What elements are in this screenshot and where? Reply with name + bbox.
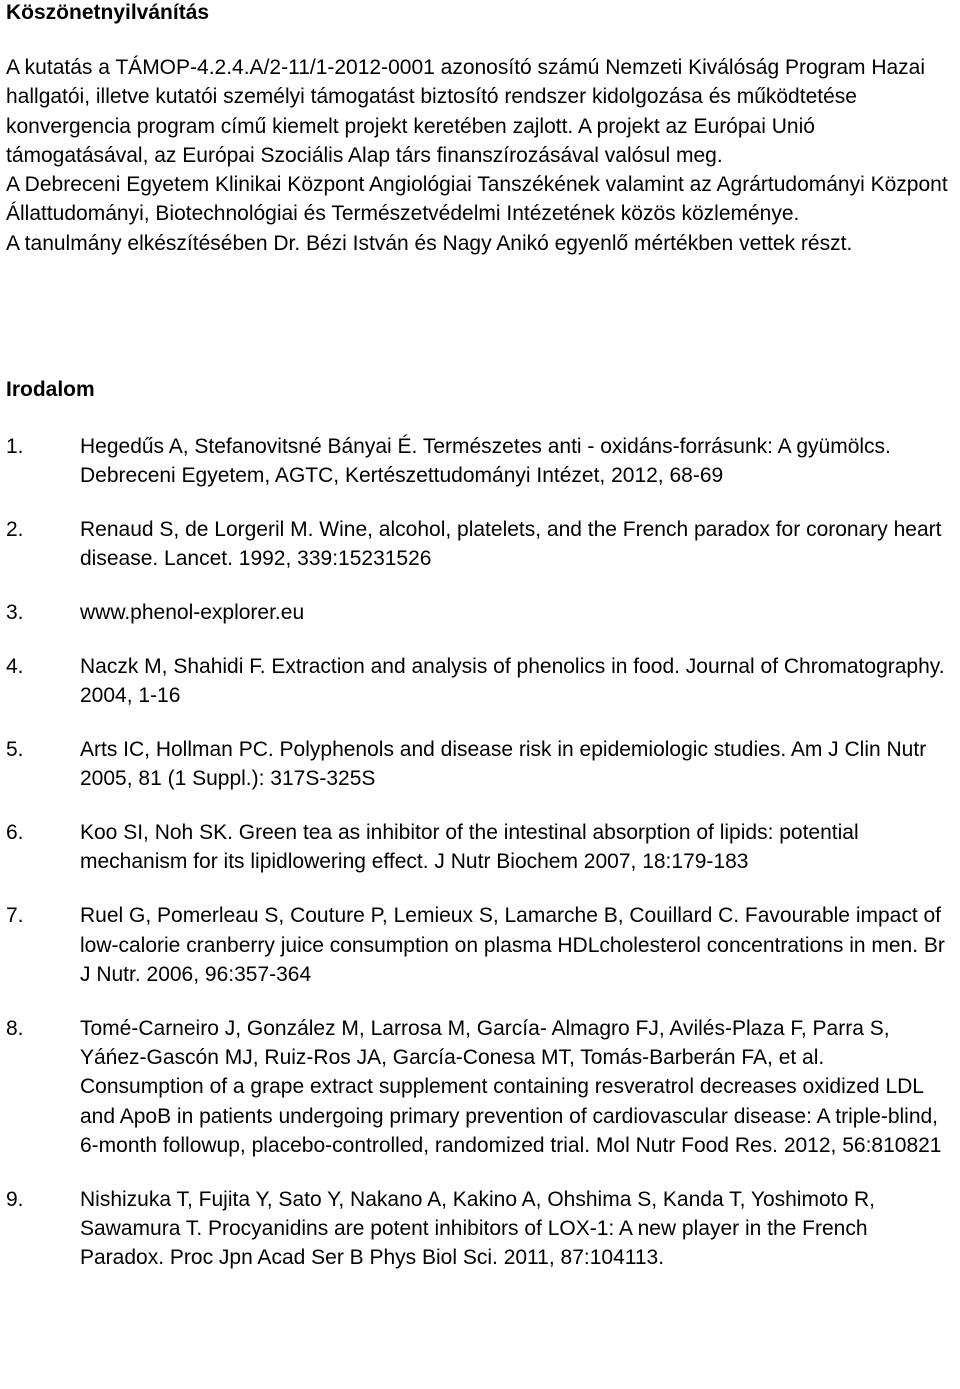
reference-item-3 (6, 598, 956, 627)
reference-item-6 (6, 818, 956, 877)
reference-text: Renaud S, de Lorgeril M. Wine, alcohol, platelets, and the French paradox for coronary heart disease. Lancet. 1992, 339:15231526 (80, 518, 942, 571)
reference-number: 7. (6, 904, 24, 928)
reference-item-7 (6, 901, 956, 989)
reference-number: 3. (6, 601, 24, 625)
acknowledgement-body (6, 53, 956, 258)
reference-number: 4. (6, 654, 24, 678)
reference-number: 6. (6, 821, 24, 845)
reference-text: Arts IC, Hollman PC. Polyphenols and disease risk in epidemiologic studies. Am J Clin Nutr 2005, 81 (1 Suppl.): 317S-325S (80, 738, 927, 791)
reference-item-1 (6, 432, 956, 491)
reference-list (6, 432, 956, 1297)
reference-text: Ruel G, Pomerleau S, Couture P, Lemieux S, Lamarche B, Couillard C. Favourable impact of low-calorie cranberry juice consumption on plasma HDLcholesterol concentrations in men. Br J Nutr. 2006, 96:357-364 (80, 904, 945, 986)
reference-item-8 (6, 1014, 956, 1160)
reference-number: 2. (6, 518, 24, 542)
reference-number: 1. (6, 435, 24, 458)
reference-link[interactable]: www.phenol-explorer.eu (80, 601, 305, 625)
acknowledgement-title: Köszönetnyilvánítás (6, 1, 210, 24)
reference-item-9 (6, 1185, 956, 1273)
references-title: Irodalom (6, 378, 95, 401)
reference-text: Naczk M, Shahidi F. Extraction and analysis of phenolics in food. Journal of Chromatography. 2004, 1-16 (80, 654, 945, 708)
reference-number: 8. (6, 1016, 24, 1040)
acknowledgement-paragraph-funding: A kutatás a TÁMOP-4.2.4.A/2-11/1-2012-0001 azonosító számú Nemzeti Kiválóság Program Hazai hallgatói, illetve kutatói személyi támogatást biztosító rendszer kidolgozása és működtetése konvergencia program című kiemelt projekt keretében zajlott. A projekt az Európai Unió támogatásával, az Európai Szociális Alap társ finanszírozásával valósul meg. (6, 56, 926, 167)
reference-text: Tomé-Carneiro J, González M, Larrosa M, García- Almagro FJ, Avilés-Plaza F, Parra S, Yáńez-Gascón MJ, Ruiz-Ros JA, García-Conesa MT, Tomás-Barberán FA, et al. Consumption of a grape extract supplement containing resveratrol decreases oxidized LDL and ApoB in patients undergoing primary prevention of cardiovascular disease: A triple-blind, 6-month followup, placebo-controlled, randomized trial. Mol Nutr Food Res. 2012, 56:810821 (80, 1016, 942, 1157)
reference-item-5 (6, 735, 956, 794)
reference-text: Nishizuka T, Fujita Y, Sato Y, Nakano A, Kakino A, Ohshima S, Kanda T, Yoshimoto R, Sawamura T. Procyanidins are potent inhibitors of LOX-1: A new player in the French Paradox. Proc Jpn Acad Ser B Phys Biol Sci. 2011, 87:104113. (80, 1187, 875, 1270)
reference-item-2 (6, 515, 956, 574)
reference-text: Koo SI, Noh SK. Green tea as inhibitor of the intestinal absorption of lipids: potential mechanism for its lipidlowering effect. J Nutr Biochem 2007, 18:179-183 (80, 821, 859, 874)
reference-item-4 (6, 652, 956, 711)
reference-number: 9. (6, 1187, 24, 1211)
reference-number: 5. (6, 738, 24, 762)
reference-text: Hegedűs A, Stefanovitsné Bányai É. Természetes anti - oxidáns-forrásunk: A gyümölcs. Debreceni Egyetem, AGTC, Kertészettudományi Intézet, 2012, 68-69 (80, 435, 891, 488)
acknowledgement-paragraph-contribution: A tanulmány elkészítésében Dr. Bézi István és Nagy Anikó egyenlő mértékben vettek részt. (6, 231, 853, 255)
acknowledgement-paragraph-institutions: A Debreceni Egyetem Klinikai Központ Angiológiai Tanszékének valamint az Agrártudományi Központ Állattudományi, Biotechnológiai és Természetvédelmi Intézetének közös közleménye. (6, 173, 948, 226)
